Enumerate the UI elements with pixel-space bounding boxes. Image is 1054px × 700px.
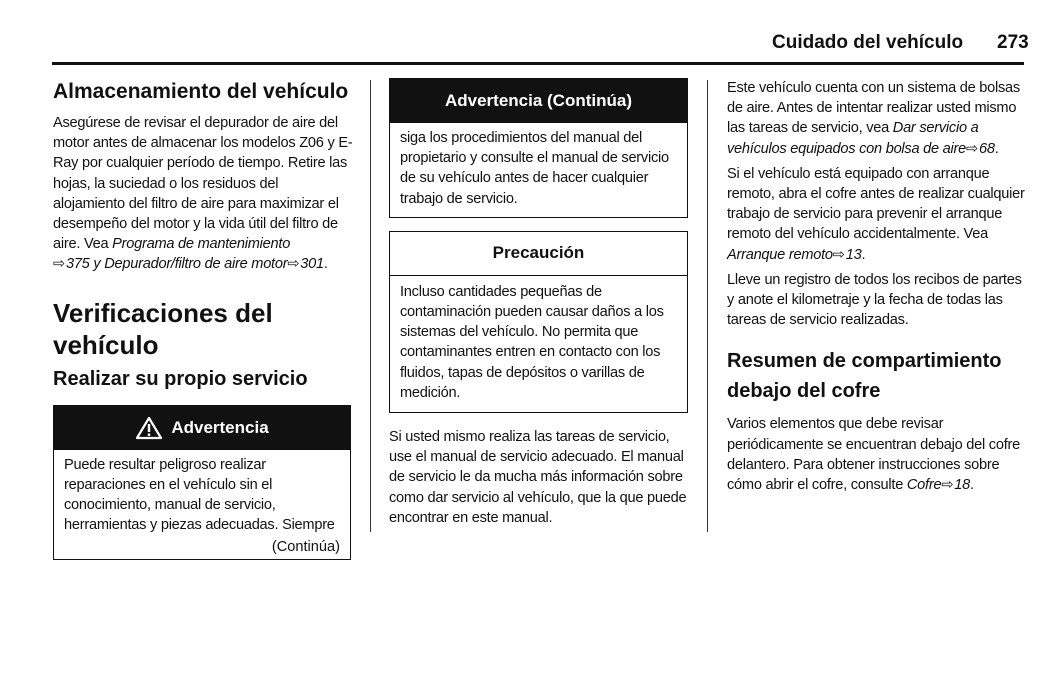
ref-air-filter[interactable]: Depurador/filtro de aire motor bbox=[104, 256, 288, 273]
caution-text: Incluso cantidades pequeñas de contaminación pueden causar daños a los sistemas del vehículo. No permita que contaminantes entren en contacto con los fluidos, tapas de depósitos o varillas de medición. bbox=[400, 283, 664, 401]
caution-header bbox=[390, 232, 687, 276]
page-ref-arrow-icon: ⇨ bbox=[832, 246, 845, 263]
page-ref-arrow-icon: ⇨ bbox=[53, 256, 65, 273]
self-service-heading: Realizar su propio servicio bbox=[53, 367, 308, 390]
storage-and: y bbox=[89, 256, 105, 273]
warning-box-header bbox=[54, 406, 350, 450]
warning-title: Advertencia bbox=[171, 417, 269, 437]
page-ref-arrow-icon: ⇨ bbox=[966, 140, 978, 157]
page-ref-arrow-icon: ⇨ bbox=[941, 477, 954, 494]
caution-title: Precaución bbox=[492, 243, 585, 263]
ref-page[interactable]: 375 bbox=[65, 256, 90, 273]
column-3 bbox=[727, 78, 1027, 495]
ref-hood[interactable]: Cofre bbox=[906, 477, 942, 494]
ref-maintenance-schedule[interactable]: Programa de mantenimiento bbox=[112, 236, 291, 253]
storage-paragraph: Asegúrese de revisar el depurador de aire del motor antes de almacenar los modelos Z06 y E-Ray por cualquier período de tiempo. Retire las hojas, la suciedad o los residuos del alojamiento del filtro de aire para maximizar el desempeño del motor y la vida útil del filtro de aire. Vea Programa de mantenimiento ⇨ 375 y Depurador/filtro de aire motor⇨ 301. bbox=[53, 115, 353, 273]
remote-start-paragraph: Si el vehículo está equipado con arranque remoto, abra el cofre antes de realizar cualquier trabajo de servicio para prevenir el arranque remoto del vehículo accidentalmente. Vea Arranque remoto⇨ 13. bbox=[727, 165, 1025, 263]
airbag-text: Este vehículo cuenta con un sistema de bolsas de aire. Antes de intentar realizar usted mismo las tareas de servicio, vea bbox=[727, 80, 1020, 137]
header-rule bbox=[52, 62, 1024, 65]
ref-airbag-service[interactable]: Dar servicio a vehículos equipados con bolsa de aire bbox=[727, 120, 979, 157]
warning-continued-box bbox=[389, 78, 688, 218]
column-divider bbox=[370, 80, 371, 532]
warning-triangle-icon bbox=[135, 416, 163, 440]
records-paragraph: Lleve un registro de todos los recibos de partes y anote el kilometraje y la fecha de todas las tareas de servicio realizadas. bbox=[727, 271, 1022, 329]
checks-heading: Verificaciones del vehículo bbox=[53, 297, 273, 360]
summary-heading: Resumen de compartimiento debajo del cofre bbox=[727, 350, 1002, 403]
page-number: 273 bbox=[997, 32, 1029, 53]
ref-page[interactable]: 68 bbox=[978, 140, 995, 157]
column-divider bbox=[707, 80, 708, 532]
summary-text: Varios elementos que debe revisar periódicamente se encuentran debajo del cofre delantero. Para obtener instrucciones sobre cómo abrir el cofre, consulte bbox=[727, 416, 1020, 494]
storage-heading: Almacenamiento del vehículo bbox=[53, 80, 349, 103]
page-ref-arrow-icon: ⇨ bbox=[287, 256, 300, 273]
warning-continued: (Continúa) bbox=[271, 539, 340, 556]
warning-continued-header bbox=[390, 79, 687, 123]
running-header-title: Cuidado del vehículo bbox=[772, 32, 964, 53]
storage-text: Asegúrese de revisar el depurador de aire del motor antes de almacenar los modelos Z06 y E-Ray por cualquier período de tiempo. Retire las hojas, la suciedad o los residuos del alojamiento del filtro de aire para maximizar el desempeño del motor y la vida útil del filtro de aire. Vea bbox=[53, 115, 353, 253]
ref-remote-start[interactable]: Arranque remoto bbox=[727, 246, 833, 263]
ref-page[interactable]: 13 bbox=[845, 246, 862, 263]
ref-page[interactable]: 301 bbox=[300, 256, 324, 273]
caution-box bbox=[389, 231, 688, 413]
ref-page[interactable]: 18 bbox=[954, 477, 970, 494]
warning-continued-text: siga los procedimientos del manual del propietario y consulte el manual de servicio de su vehículo antes de hacer cualquier trabajo de servicio. bbox=[400, 130, 669, 207]
column-2 bbox=[389, 78, 689, 528]
service-manual-paragraph: Si usted mismo realiza las tareas de servicio, use el manual de servicio adecuado. El manual de servicio le da mucha más información sobre como dar servicio al vehículo, que la que puede encontrar en este manual. bbox=[389, 429, 687, 526]
remote-text: Si el vehículo está equipado con arranque remoto, abra el cofre antes de realizar cualquier trabajo de servicio para prevenir el arranque remoto del vehículo accidentalmente. Vea bbox=[727, 165, 1025, 243]
warning-continued-title: Advertencia (Continúa) bbox=[444, 91, 633, 110]
summary-paragraph: Varios elementos que debe revisar periódicamente se encuentran debajo del cofre delantero. Para obtener instrucciones sobre cómo abrir el cofre, consulte Cofre⇨ 18. bbox=[727, 416, 1020, 494]
column-1 bbox=[53, 78, 353, 560]
warning-text: Puede resultar peligroso realizar reparaciones en el vehículo sin el conocimiento, manual de servicio, herramientas y piezas adecuadas. Siempre bbox=[64, 456, 335, 534]
warning-box bbox=[53, 405, 351, 561]
airbag-paragraph: Este vehículo cuenta con un sistema de bolsas de aire. Antes de intentar realizar usted mismo las tareas de servicio, vea Dar servicio a vehículos equipados con bolsa de aire⇨ 68. bbox=[727, 80, 1020, 157]
